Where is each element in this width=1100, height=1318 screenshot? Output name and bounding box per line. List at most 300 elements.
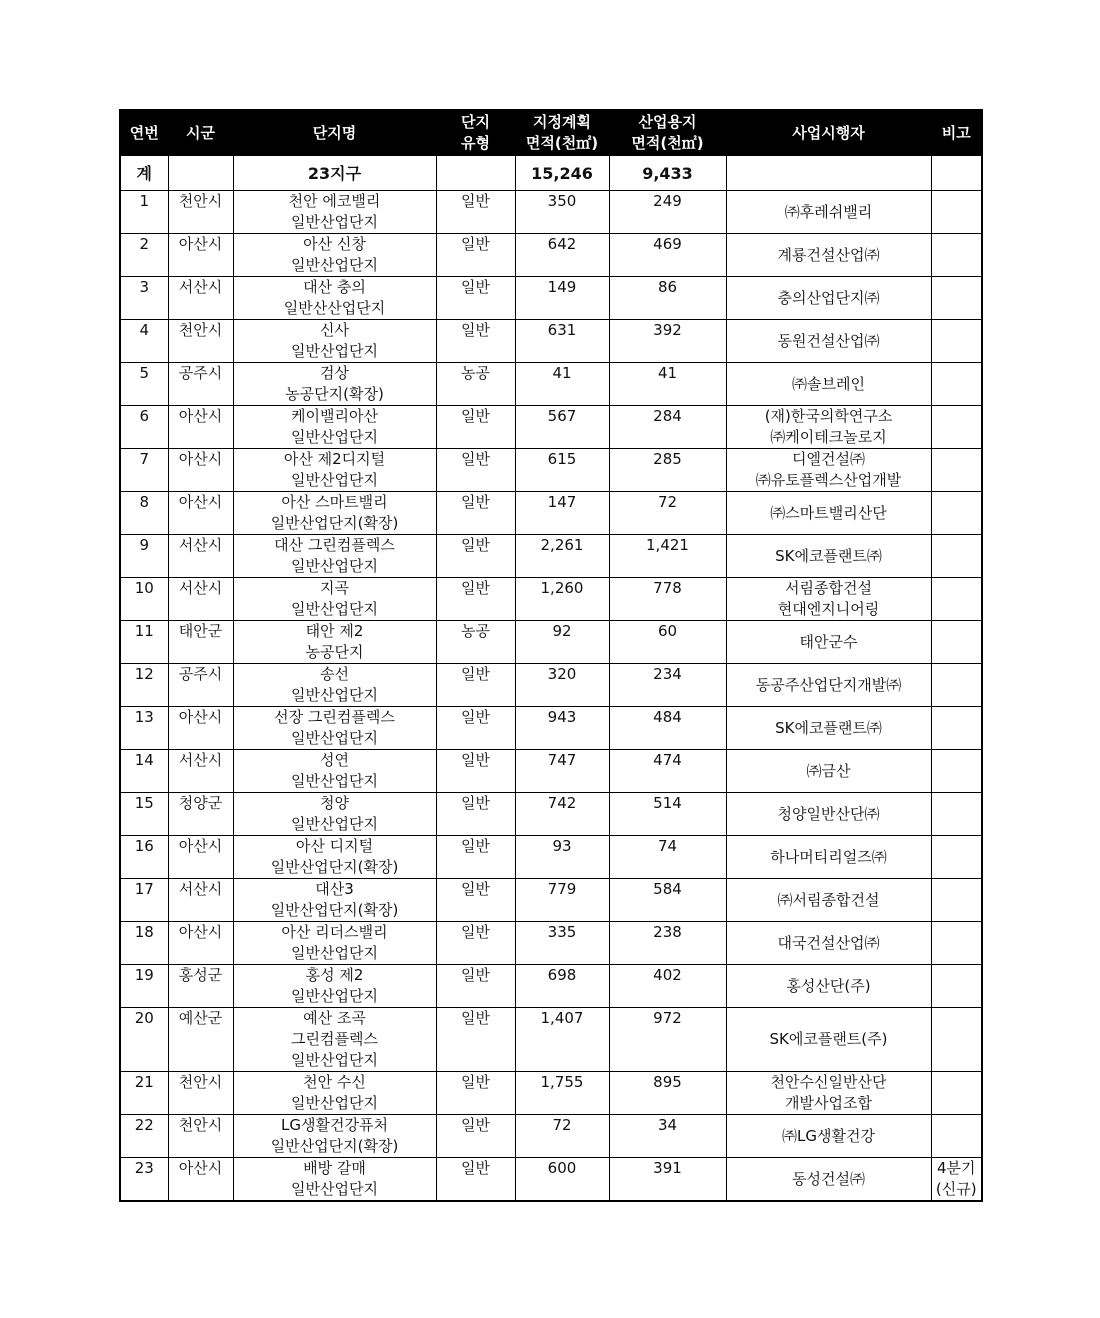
row-city: 서산시 (168, 750, 233, 793)
row-planned-area: 1,755 (515, 1072, 609, 1115)
row-complex-name (233, 621, 436, 664)
row-complex-name-line: 청양 (320, 794, 349, 812)
row-city: 아산시 (168, 922, 233, 965)
row-type: 일반 (436, 449, 515, 492)
row-type: 일반 (436, 234, 515, 277)
row-operator (726, 406, 931, 449)
row-industrial-area: 284 (609, 406, 726, 449)
row-number: 15 (120, 793, 168, 836)
row-operator (726, 578, 931, 621)
row-complex-name (233, 578, 436, 621)
table-row (120, 234, 982, 277)
row-industrial-area: 60 (609, 621, 726, 664)
row-type: 일반 (436, 578, 515, 621)
row-type: 일반 (436, 750, 515, 793)
total-note (931, 156, 982, 191)
row-complex-name-line: 아산 리더스밸리 (281, 923, 388, 941)
row-complex-name (233, 320, 436, 363)
row-complex-name (233, 707, 436, 750)
row-planned-area: 2,261 (515, 535, 609, 578)
table-row (120, 492, 982, 535)
row-complex-name (233, 750, 436, 793)
row-operator (726, 191, 931, 234)
header-industrial-line: 면적(천㎡) (631, 134, 704, 152)
row-operator (726, 707, 931, 750)
row-operator-line: SK에코플랜트㈜ (775, 546, 882, 565)
row-planned-area: 92 (515, 621, 609, 664)
row-operator-line: 개발사업조합 (785, 1094, 872, 1112)
row-note (931, 793, 982, 836)
row-complex-name (233, 492, 436, 535)
header-industrial-line: 산업용지 (638, 113, 697, 131)
row-planned-area: 149 (515, 277, 609, 320)
row-operator-line: ㈜서림종합건설 (777, 890, 880, 909)
row-note (931, 922, 982, 965)
row-city: 서산시 (168, 535, 233, 578)
row-note (931, 879, 982, 922)
row-complex-name-line: 일반산업단지 (291, 471, 378, 489)
row-city: 공주시 (168, 664, 233, 707)
row-city: 천안시 (168, 191, 233, 234)
table-row (120, 1158, 982, 1202)
table-row (120, 707, 982, 750)
row-operator (726, 234, 931, 277)
row-complex-name-line: 대산3 (315, 880, 354, 898)
row-complex-name-line: 일반산업단지(확장) (270, 858, 399, 876)
table-row (120, 1115, 982, 1158)
row-note (931, 1115, 982, 1158)
row-note (931, 449, 982, 492)
row-operator (726, 836, 931, 879)
row-city: 홍성군 (168, 965, 233, 1008)
row-industrial-area: 474 (609, 750, 726, 793)
row-number: 10 (120, 578, 168, 621)
total-industrial: 9,433 (609, 156, 726, 191)
row-number: 9 (120, 535, 168, 578)
row-planned-area: 698 (515, 965, 609, 1008)
row-complex-name (233, 406, 436, 449)
row-operator (726, 965, 931, 1008)
row-complex-name-line: 검상 (320, 364, 349, 382)
row-operator-line: ㈜후레쉬밸리 (784, 202, 873, 221)
row-city: 공주시 (168, 363, 233, 406)
row-note (931, 578, 982, 621)
row-industrial-area: 469 (609, 234, 726, 277)
row-planned-area: 93 (515, 836, 609, 879)
row-number: 5 (120, 363, 168, 406)
row-complex-name-line: 일반산업단지 (291, 1051, 378, 1069)
table-row (120, 191, 982, 234)
row-industrial-area: 238 (609, 922, 726, 965)
row-complex-name-line: 지곡 (320, 579, 349, 597)
row-planned-area: 335 (515, 922, 609, 965)
table-row (120, 578, 982, 621)
row-note (931, 277, 982, 320)
row-industrial-area: 72 (609, 492, 726, 535)
row-number: 4 (120, 320, 168, 363)
row-operator-line: ㈜LG생활건강 (782, 1126, 875, 1145)
row-complex-name-line: 일반산업단지 (291, 1180, 378, 1198)
row-number: 18 (120, 922, 168, 965)
header-type-line: 유형 (461, 134, 490, 152)
row-note (931, 363, 982, 406)
row-type: 일반 (436, 922, 515, 965)
row-operator (726, 1008, 931, 1072)
row-type: 일반 (436, 277, 515, 320)
row-city: 아산시 (168, 707, 233, 750)
row-type: 일반 (436, 535, 515, 578)
total-row (120, 156, 982, 191)
row-planned-area: 747 (515, 750, 609, 793)
row-note (931, 320, 982, 363)
row-complex-name-line: 일반산업단지(확장) (270, 901, 399, 919)
row-industrial-area: 234 (609, 664, 726, 707)
row-complex-name-line: 일반산업단지(확장) (270, 514, 399, 532)
row-operator-line: ㈜케이테크놀로지 (770, 428, 887, 446)
row-city: 천안시 (168, 1072, 233, 1115)
row-complex-name-line: 아산 신창 (303, 235, 366, 253)
row-industrial-area: 34 (609, 1115, 726, 1158)
row-operator (726, 320, 931, 363)
row-number: 2 (120, 234, 168, 277)
row-planned-area: 41 (515, 363, 609, 406)
row-number: 8 (120, 492, 168, 535)
row-complex-name (233, 879, 436, 922)
row-complex-name (233, 191, 436, 234)
row-note (931, 191, 982, 234)
row-number: 22 (120, 1115, 168, 1158)
row-operator-line: 디엘건설㈜ (792, 450, 865, 468)
row-number: 7 (120, 449, 168, 492)
table-row (120, 879, 982, 922)
row-operator (726, 621, 931, 664)
row-operator-line: SK에코플랜트(주) (769, 1030, 888, 1048)
header-type-line: 단지 (461, 113, 490, 131)
row-complex-name-line: 대산 그린컴플렉스 (274, 536, 395, 554)
row-industrial-area: 402 (609, 965, 726, 1008)
row-number: 6 (120, 406, 168, 449)
total-label: 계 (120, 156, 168, 191)
row-complex-name (233, 965, 436, 1008)
row-note (931, 1072, 982, 1115)
row-city: 천안시 (168, 1115, 233, 1158)
row-operator-line: 계룡건설산업㈜ (777, 245, 880, 264)
row-planned-area: 320 (515, 664, 609, 707)
table-row (120, 1072, 982, 1115)
row-planned-area: 943 (515, 707, 609, 750)
row-city: 태안군 (168, 621, 233, 664)
row-planned-area: 350 (515, 191, 609, 234)
row-complex-name-line: 예산 조곡 (303, 1009, 366, 1027)
row-complex-name-line: 천안 에코밸리 (288, 192, 381, 210)
row-complex-name-line: 일반산업단지 (291, 256, 378, 274)
table-row (120, 363, 982, 406)
total-operator (726, 156, 931, 191)
row-operator-line: 서림종합건설 (785, 579, 872, 597)
row-industrial-area: 484 (609, 707, 726, 750)
row-complex-name-line: 아산 제2디지털 (283, 450, 386, 468)
row-complex-name-line: LG생활건강퓨처 (281, 1116, 388, 1134)
row-operator (726, 449, 931, 492)
row-industrial-area: 972 (609, 1008, 726, 1072)
row-operator-line: ㈜금산 (806, 761, 851, 780)
row-complex-name (233, 793, 436, 836)
row-city: 아산시 (168, 406, 233, 449)
row-complex-name (233, 1158, 436, 1202)
row-operator-line: 대국건설산업㈜ (777, 933, 880, 952)
row-complex-name (233, 922, 436, 965)
row-operator (726, 363, 931, 406)
row-operator (726, 1072, 931, 1115)
table-row (120, 664, 982, 707)
row-number: 13 (120, 707, 168, 750)
row-city: 천안시 (168, 320, 233, 363)
row-industrial-area: 584 (609, 879, 726, 922)
row-operator-line: 동원건설산업㈜ (777, 331, 880, 350)
row-city: 아산시 (168, 234, 233, 277)
row-operator (726, 535, 931, 578)
row-city: 아산시 (168, 836, 233, 879)
row-complex-name-line: 성연 (320, 751, 349, 769)
row-city: 서산시 (168, 277, 233, 320)
total-planned: 15,246 (515, 156, 609, 191)
row-operator (726, 750, 931, 793)
row-operator-line: 태안군수 (799, 632, 858, 651)
table-total (120, 156, 982, 191)
row-industrial-area: 41 (609, 363, 726, 406)
row-planned-area: 147 (515, 492, 609, 535)
row-operator-line: ㈜솔브레인 (792, 374, 865, 393)
row-operator (726, 793, 931, 836)
row-complex-name-line: 일반산업단지 (291, 686, 378, 704)
row-operator-line: 천안수신일반산단 (770, 1073, 887, 1091)
row-number: 16 (120, 836, 168, 879)
row-note (931, 234, 982, 277)
row-number: 19 (120, 965, 168, 1008)
row-number: 1 (120, 191, 168, 234)
row-city: 아산시 (168, 492, 233, 535)
header-planned-line: 지정계획 (533, 113, 591, 131)
row-complex-name-line: 일반산업단지 (291, 987, 378, 1005)
row-operator-line: 홍성산단(주) (786, 976, 871, 995)
row-type: 일반 (436, 793, 515, 836)
row-operator (726, 1115, 931, 1158)
total-city (168, 156, 233, 191)
row-complex-name-line: 농공단지 (305, 643, 364, 661)
row-operator (726, 492, 931, 535)
row-complex-name-line: 선장 그린컴플렉스 (274, 708, 395, 726)
row-city: 청양군 (168, 793, 233, 836)
row-industrial-area: 86 (609, 277, 726, 320)
row-note (931, 707, 982, 750)
row-planned-area: 600 (515, 1158, 609, 1202)
row-complex-name-line: 배방 갈매 (303, 1159, 366, 1177)
row-complex-name (233, 1072, 436, 1115)
row-planned-area: 615 (515, 449, 609, 492)
row-industrial-area: 514 (609, 793, 726, 836)
row-industrial-area: 392 (609, 320, 726, 363)
row-operator-line: 현대엔지니어링 (777, 600, 880, 618)
row-complex-name-line: 홍성 제2 (305, 966, 364, 984)
header-operator: 사업시행자 (726, 110, 931, 156)
row-planned-area: 1,407 (515, 1008, 609, 1072)
table-row (120, 406, 982, 449)
row-planned-area: 567 (515, 406, 609, 449)
row-operator-line: ㈜유토플렉스산업개발 (755, 471, 902, 489)
row-note (931, 750, 982, 793)
row-industrial-area: 1,421 (609, 535, 726, 578)
row-operator (726, 277, 931, 320)
header-no: 연번 (120, 110, 168, 156)
row-complex-name-line: 일반산업단지 (291, 815, 378, 833)
row-complex-name (233, 363, 436, 406)
table-row (120, 320, 982, 363)
row-type: 일반 (436, 1072, 515, 1115)
row-complex-name (233, 1115, 436, 1158)
table-row (120, 449, 982, 492)
row-operator-line: ㈜스마트밸리산단 (770, 503, 887, 522)
row-number: 12 (120, 664, 168, 707)
table-row (120, 793, 982, 836)
table-header (120, 110, 982, 156)
row-complex-name (233, 277, 436, 320)
row-industrial-area: 74 (609, 836, 726, 879)
row-operator-line: 청양일반산단㈜ (777, 804, 880, 823)
row-complex-name-line: 송선 (320, 665, 349, 683)
row-type: 일반 (436, 191, 515, 234)
row-operator-line: 동공주산업단지개발㈜ (755, 675, 902, 694)
header-note: 비고 (931, 110, 982, 156)
row-planned-area: 1,260 (515, 578, 609, 621)
row-number: 3 (120, 277, 168, 320)
row-complex-name-line: 일반산업단지 (291, 1094, 378, 1112)
row-complex-name-line: 일반산업단지 (291, 213, 378, 231)
row-planned-area: 742 (515, 793, 609, 836)
header-planned-area (515, 110, 609, 156)
row-number: 20 (120, 1008, 168, 1072)
industrial-complex-table (119, 109, 983, 1202)
row-operator-line: SK에코플랜트㈜ (775, 718, 882, 737)
row-planned-area: 642 (515, 234, 609, 277)
table-row (120, 277, 982, 320)
row-type: 일반 (436, 320, 515, 363)
row-complex-name-line: 일반산업단지 (291, 342, 378, 360)
row-note-line: (신규) (935, 1180, 977, 1198)
table-row (120, 922, 982, 965)
table-body (120, 191, 982, 1202)
row-type: 농공 (436, 363, 515, 406)
row-complex-name-line: 일반산업단지 (291, 944, 378, 962)
row-note (931, 406, 982, 449)
header-city: 시군 (168, 110, 233, 156)
row-complex-name-line: 일반산업단지(확장) (270, 1137, 399, 1155)
row-operator-line: 충의산업단지㈜ (777, 288, 880, 307)
row-complex-name-line: 아산 디지털 (295, 837, 374, 855)
row-type: 일반 (436, 664, 515, 707)
table-row (120, 1008, 982, 1072)
table-row (120, 750, 982, 793)
row-note (931, 664, 982, 707)
row-complex-name (233, 234, 436, 277)
row-operator (726, 664, 931, 707)
row-planned-area: 779 (515, 879, 609, 922)
row-complex-name-line: 농공단지(확장) (285, 385, 384, 403)
table-row (120, 965, 982, 1008)
row-industrial-area: 895 (609, 1072, 726, 1115)
row-complex-name-line: 일반산산업단지 (283, 299, 386, 317)
row-note-line: 4분기 (936, 1159, 976, 1177)
row-complex-name-line: 그린컴플렉스 (291, 1030, 378, 1048)
row-operator-line: 하나머티리얼즈㈜ (770, 847, 887, 866)
row-city: 서산시 (168, 578, 233, 621)
header-name: 단지명 (233, 110, 436, 156)
row-type: 일반 (436, 879, 515, 922)
table-row (120, 621, 982, 664)
row-number: 23 (120, 1158, 168, 1202)
row-complex-name-line: 일반산업단지 (291, 600, 378, 618)
row-note (931, 492, 982, 535)
row-complex-name-line: 케이밸리아산 (291, 407, 378, 425)
row-type: 일반 (436, 406, 515, 449)
row-operator-line: (재)한국의학연구소 (764, 407, 893, 425)
row-operator (726, 879, 931, 922)
row-operator-line: 동성건설㈜ (792, 1169, 865, 1188)
row-planned-area: 631 (515, 320, 609, 363)
row-city: 아산시 (168, 449, 233, 492)
row-city: 예산군 (168, 1008, 233, 1072)
row-complex-name-line: 아산 스마트밸리 (281, 493, 388, 511)
header-industrial-area (609, 110, 726, 156)
row-type: 일반 (436, 1008, 515, 1072)
row-number: 14 (120, 750, 168, 793)
row-complex-name-line: 일반산업단지 (291, 729, 378, 747)
row-industrial-area: 285 (609, 449, 726, 492)
row-complex-name-line: 일반산업단지 (291, 557, 378, 575)
total-name: 23지구 (233, 156, 436, 191)
row-complex-name (233, 449, 436, 492)
row-note (931, 1158, 982, 1202)
row-complex-name (233, 836, 436, 879)
row-type: 일반 (436, 1158, 515, 1202)
row-industrial-area: 249 (609, 191, 726, 234)
row-note (931, 535, 982, 578)
row-type: 일반 (436, 1115, 515, 1158)
table-row (120, 535, 982, 578)
row-industrial-area: 391 (609, 1158, 726, 1202)
row-complex-name-line: 대산 충의 (303, 278, 366, 296)
row-type: 일반 (436, 965, 515, 1008)
row-operator (726, 1158, 931, 1202)
row-type: 일반 (436, 836, 515, 879)
row-complex-name-line: 태안 제2 (305, 622, 364, 640)
row-complex-name-line: 천안 수신 (303, 1073, 366, 1091)
row-complex-name-line: 일반산업단지 (291, 772, 378, 790)
row-type: 일반 (436, 492, 515, 535)
row-planned-area: 72 (515, 1115, 609, 1158)
row-industrial-area: 778 (609, 578, 726, 621)
row-note (931, 621, 982, 664)
row-type: 일반 (436, 707, 515, 750)
row-number: 17 (120, 879, 168, 922)
row-note (931, 965, 982, 1008)
row-note (931, 1008, 982, 1072)
row-note (931, 836, 982, 879)
row-complex-name (233, 535, 436, 578)
header-type (436, 110, 515, 156)
row-complex-name (233, 664, 436, 707)
row-complex-name-line: 일반산업단지 (291, 428, 378, 446)
row-number: 11 (120, 621, 168, 664)
